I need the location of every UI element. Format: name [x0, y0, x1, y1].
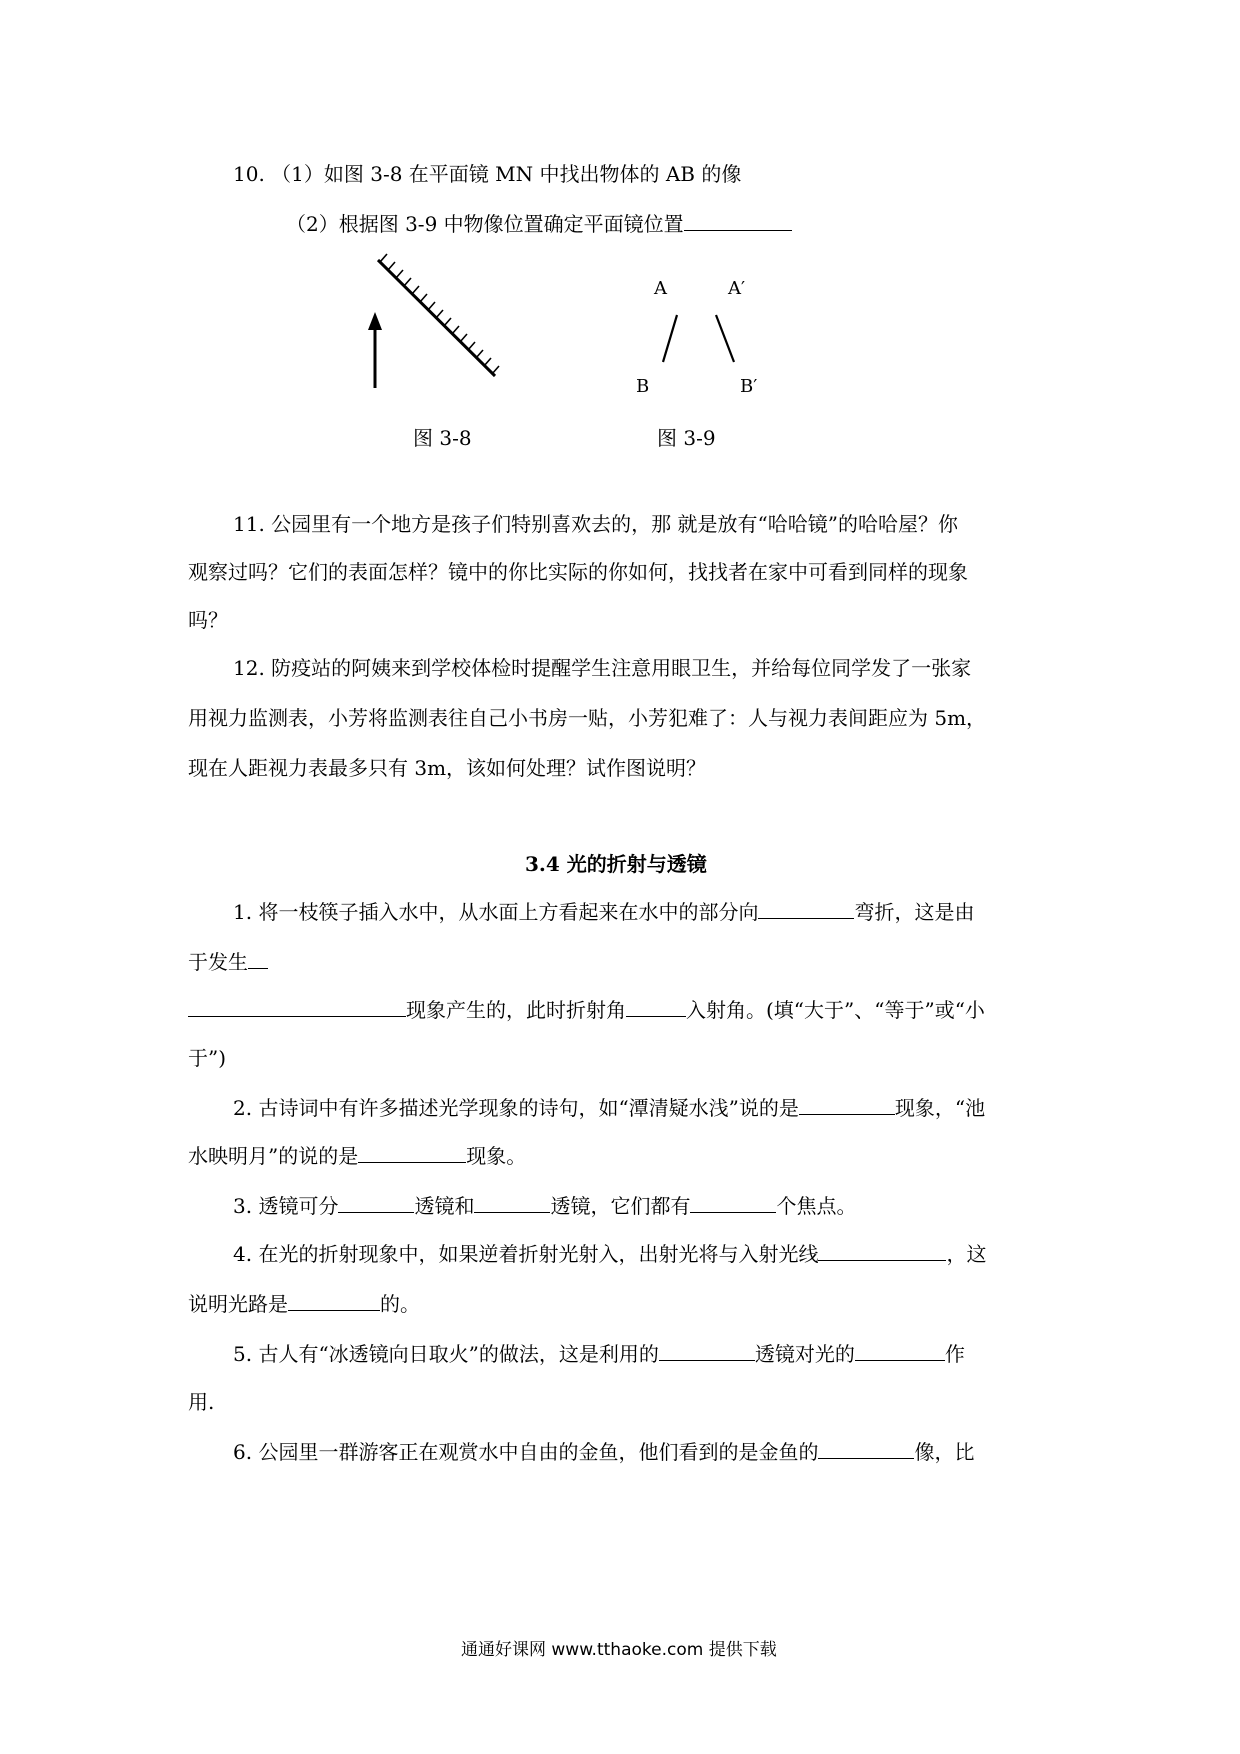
- section-title: 3.4 光的折射与透镜: [525, 852, 707, 876]
- answer-blank: [358, 1142, 466, 1163]
- answer-blank: [248, 948, 268, 969]
- q12-line3: 现在人距视力表最多只有 3m，该如何处理？试作图说明？: [188, 756, 707, 780]
- answer-blank: [288, 1290, 380, 1311]
- q10-line2: [286, 210, 792, 238]
- q10-line2-text: （2）根据图 3-9 中物像位置确定平面镜位置: [286, 212, 684, 236]
- s5-line2: 用.: [188, 1390, 215, 1414]
- s1-line3: 现象产生的，此时折射角 入射角。(填“大于”、“等于”或“小: [188, 996, 985, 1024]
- object-ab-line: [663, 315, 677, 362]
- answer-blank: [690, 1192, 776, 1213]
- answer-blank: [659, 1340, 755, 1361]
- q10-line1: 10. （1）如图 3-8 在平面镜 MN 中找出物体的 AB 的像: [233, 162, 742, 186]
- q11-line1: 11. 公园里有一个地方是孩子们特别喜欢去的，那 就是放有“哈哈镜”的哈哈屋？你: [233, 512, 958, 536]
- answer-blank: [758, 898, 854, 919]
- label-a-prime: A′: [728, 278, 746, 299]
- s1-line2: 于发生: [188, 948, 268, 976]
- s2-line2: 水映明月”的说的是 现象。: [188, 1144, 527, 1168]
- page-footer: 通通好课网 www.tthaoke.com 提供下载: [461, 1640, 777, 1660]
- mirror-hatching: [380, 254, 499, 374]
- s5-line1: 5. 古人有“冰透镜向日取火”的做法，这是利用的 透镜对光的 作: [233, 1342, 965, 1366]
- arrowhead-icon: [368, 312, 382, 330]
- s4-line1: 4. 在光的折射现象中，如果逆着折射光射入，出射光将与入射光线 ，这: [233, 1242, 987, 1266]
- label-a: A: [654, 278, 667, 299]
- q12-line2: 用视力监测表，小芳将监测表往自己小书房一贴，小芳犯难了：人与视力表间距应为 5m，: [188, 706, 987, 730]
- answer-blank: [799, 1094, 895, 1115]
- q11-line3: 吗？: [188, 608, 228, 632]
- answer-blank: [188, 996, 406, 1017]
- q12-line1: 12. 防疫站的阿姨来到学校体检时提醒学生注意用眼卫生，并给每位同学发了一张家: [233, 656, 972, 680]
- figure-3-8-diagram: [360, 248, 510, 390]
- answer-blank: [338, 1192, 414, 1213]
- figure-3-9-diagram: [650, 310, 750, 370]
- s4-line2: 说明光路是 的。: [188, 1292, 420, 1316]
- answer-blank: [855, 1340, 945, 1361]
- s1-line1: 1. 将一枝筷子插入水中，从水面上方看起来在水中的部分向 弯折，这是由: [233, 900, 975, 924]
- figure-3-9-caption: 图 3-9: [657, 426, 716, 450]
- q11-line2: 观察过吗？它们的表面怎样？镜中的你比实际的你如何，找找者在家中可看到同样的现象: [188, 560, 968, 584]
- image-a-prime-b-prime-line: [716, 315, 734, 362]
- answer-blank: [684, 210, 792, 231]
- label-b-prime: B′: [740, 376, 758, 397]
- answer-blank: [818, 1438, 914, 1459]
- answer-blank: [474, 1192, 550, 1213]
- label-b: B: [636, 376, 650, 397]
- figure-3-8-caption: 图 3-8: [413, 426, 472, 450]
- answer-blank: [626, 996, 686, 1017]
- s2-line1: 2. 古诗词中有许多描述光学现象的诗句，如“潭清疑水浅”说的是 现象，“池: [233, 1096, 986, 1120]
- answer-blank: [818, 1240, 946, 1261]
- s1-line4: 于”): [188, 1046, 227, 1070]
- s6-line1: 6. 公园里一群游客正在观赏水中自由的金鱼，他们看到的是金鱼的 像，比: [233, 1440, 975, 1464]
- s3-line1: 3. 透镜可分 透镜和 透镜，它们都有 个焦点。: [233, 1194, 857, 1218]
